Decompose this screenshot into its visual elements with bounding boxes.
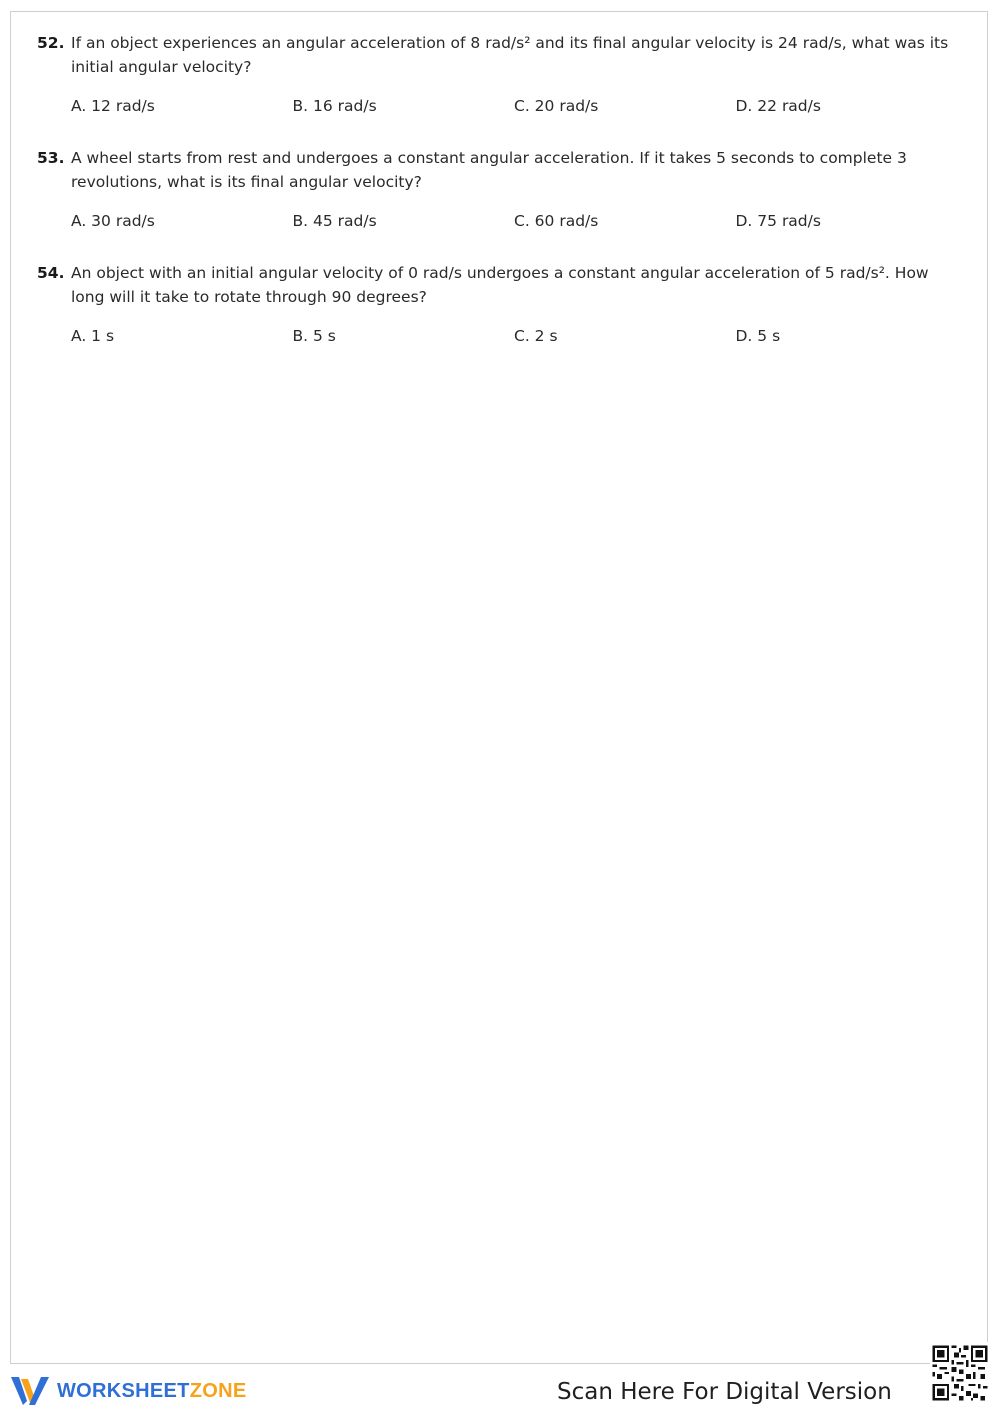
option-c: C. 20 rad/s [514,97,599,115]
option-a: A. 30 rad/s [71,212,155,230]
answer-options [71,94,957,118]
question-54 [37,261,957,348]
option-b: B. 5 s [292,327,336,345]
option-c: C. 60 rad/s [514,212,599,230]
option-d: D. 5 s [735,327,781,345]
option-b: B. 16 rad/s [292,97,377,115]
option-a: A. 12 rad/s [71,97,155,115]
answer-options [71,324,957,348]
scan-instruction: Scan Here For Digital Version [557,1379,892,1405]
question-number: 52. [37,34,65,52]
option-c: C. 2 s [514,327,558,345]
question-text: A wheel starts from rest and undergoes a constant angular acceleration. If it takes 5 seconds to complete 3 revolutions, what is its final angular velocity? [71,149,907,191]
question-52 [37,31,957,118]
footer [0,1364,1000,1414]
question-text: If an object experiences an angular acceleration of 8 rad/s² and its final angular velocity is 24 rad/s, what was its initial angular velocity? [71,34,949,76]
question-text: An object with an initial angular velocity of 0 rad/s undergoes a constant angular acceleration of 5 rad/s². How long will it take to rotate through 90 degrees? [71,264,929,306]
brand-name-part2: ZONE [189,1379,247,1402]
option-d: D. 22 rad/s [735,97,821,115]
brand-name-part1: WORKSHEET [57,1379,190,1402]
option-d: D. 75 rad/s [735,212,821,230]
answer-options [71,209,957,233]
brand-name [57,1380,246,1403]
question-53 [37,146,957,233]
logo-mark-icon [11,1375,51,1407]
option-a: A. 1 s [71,327,115,345]
option-b: B. 45 rad/s [292,212,377,230]
qr-code-icon[interactable] [930,1342,990,1404]
question-number: 53. [37,149,65,167]
worksheetzone-logo [11,1375,246,1407]
worksheet-page [10,11,988,1364]
question-number: 54. [37,264,65,282]
